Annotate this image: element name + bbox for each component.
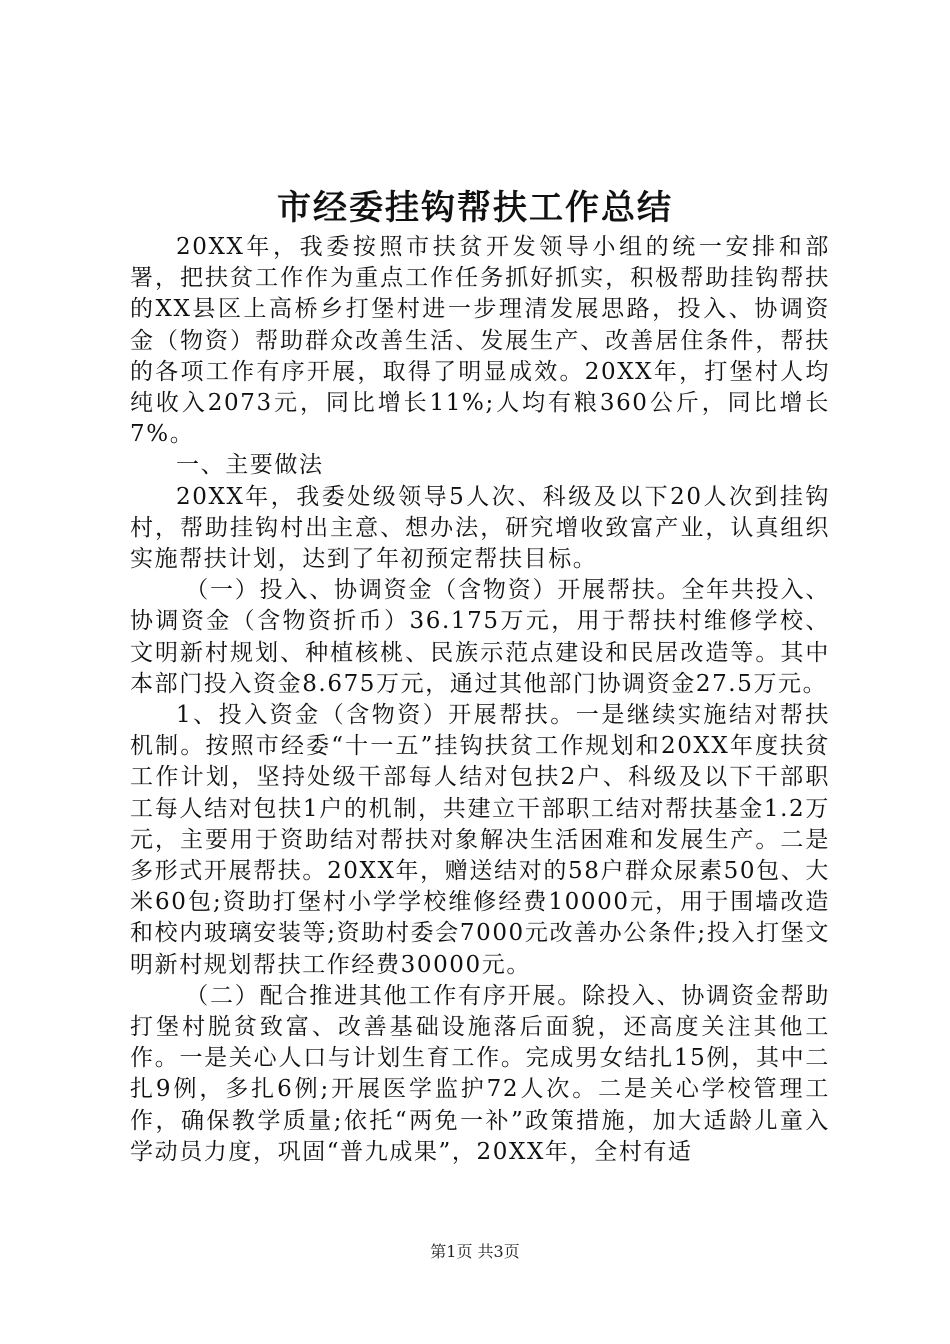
paragraph-intro: 20XX年，我委按照市扶贫开发领导小组的统一安排和部署，把扶贫工作作为重点工作任务抓好抓实，积极帮助挂钩帮扶的XX县区上高桥乡打堡村进一步理清发展思路，投入、协调资金（物资）帮助群众改善生活、发展生产、改善居住条件，帮扶的各项工作有序开展，取得了明显成效。20XX年，打堡村人均纯收入2073元，同比增长11%;人均有粮360公斤，同比增长7%。 <box>130 234 830 448</box>
paragraph-pairing-assistance: 1、投入资金（含物资）开展帮扶。一是继续实施结对帮扶机制。按照市经委“十一五”挂钩扶贫工作规划和20XX年度扶贫工作计划，坚持处级干部每人结对包扶2户、科级及以下干部职工每人结对包扶1户的机制，共建立干部职工结对帮扶基金1.2万元，主要用于资助结对帮扶对象解决生活困难和发展生产。二是多形式开展帮扶。20XX年，赠送结对的58户群众尿素50包、大米60包;资助打堡村小学学校维修经费10000元，用于围墙改造和校内玻璃安装等;资助村委会7000元改善办公条件;投入打堡文明新村规划帮扶工作经费30000元。 <box>130 702 830 978</box>
paragraph-leadership-visits: 20XX年，我委处级领导5人次、科级及以下20人次到挂钩村，帮助挂钩村出主意、想办法，研究增收致富产业，认真组织实施帮扶计划，达到了年初预定帮扶目标。 <box>130 483 830 573</box>
document-title: 市经委挂钩帮扶工作总结 <box>277 188 673 228</box>
section-heading-main-methods: 一、主要做法 <box>176 452 324 479</box>
paragraph-funding-support: （一）投入、协调资金（含物资）开展帮扶。全年共投入、协调资金（含物资折币）36.175万元，用于帮扶村维修学校、文明新村规划、种植核桃、民族示范点建设和民居改造等。其中本部门投入资金8.675万元，通过其他部门协调资金27.5万元。 <box>130 577 830 697</box>
document-body <box>130 232 830 1168</box>
paragraph-other-work: （二）配合推进其他工作有序开展。除投入、协调资金帮助打堡村脱贫致富、改善基础设施落后面貌，还高度关注其他工作。一是关心人口与计划生育工作。完成男女结扎15例，其中二扎9例，多扎6例;开展医学监护72人次。二是关心学校管理工作，确保教学质量;依托“两免一补”政策措施，加大适龄儿童入学动员力度，巩固“普九成果”，20XX年，全村有适 <box>130 982 830 1165</box>
page-footer: 第1页 共3页 <box>430 1242 520 1261</box>
